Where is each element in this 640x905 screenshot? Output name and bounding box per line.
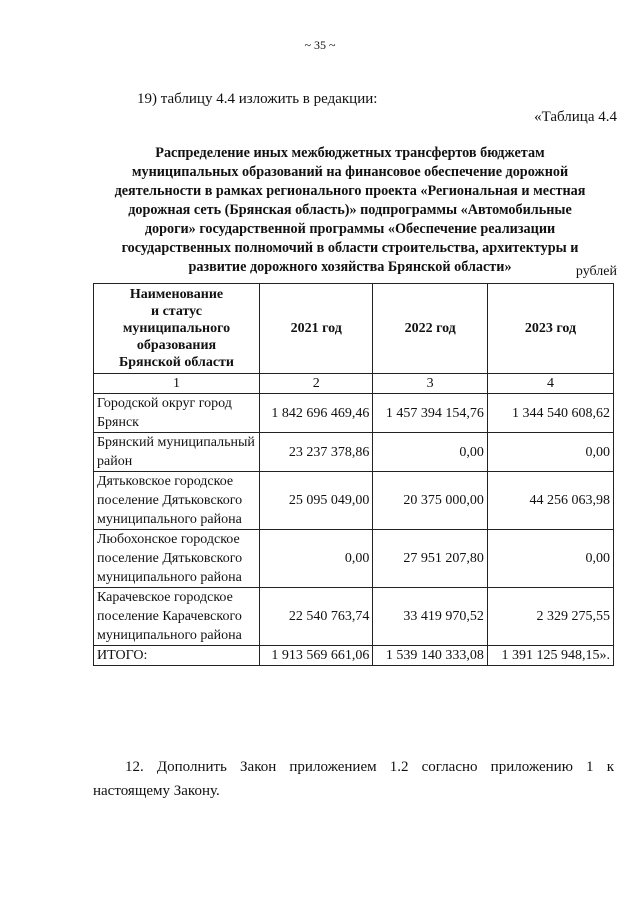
table-heading — [76, 144, 624, 277]
table-row — [94, 394, 614, 433]
header-name-line: образования — [136, 338, 217, 353]
row-value-2022: 0,00 — [373, 433, 488, 472]
heading-line: деятельности в рамках регионального проекта «Региональная и местная — [114, 183, 586, 199]
column-number: 3 — [373, 374, 488, 394]
row-value-2021: 22 540 763,74 — [259, 588, 372, 646]
row-value-2021: 0,00 — [259, 530, 372, 588]
row-value-2023: 1 344 540 608,62 — [487, 394, 613, 433]
row-name: Брянский муниципальный район — [94, 433, 260, 472]
row-name: Городской округ город Брянск — [94, 394, 260, 433]
header-name-line: Наименование — [129, 287, 224, 302]
column-number: 2 — [259, 374, 372, 394]
table-row — [94, 588, 614, 646]
heading-line: развитие дорожного хозяйства Брянской области» — [188, 259, 512, 275]
heading-line: Распределение иных межбюджетных трансфертов бюджетам — [155, 145, 545, 161]
units-label: рублей — [575, 264, 617, 279]
transfers-table — [93, 283, 614, 666]
header-name-line: и статус — [151, 304, 202, 319]
total-label: ИТОГО: — [94, 646, 260, 666]
row-value-2023: 2 329 275,55 — [487, 588, 613, 646]
table-row — [94, 472, 614, 530]
table-row — [94, 530, 614, 588]
row-value-2022: 27 951 207,80 — [373, 530, 488, 588]
header-name-line: Брянской области — [118, 355, 234, 370]
paragraph-12 — [93, 755, 614, 803]
row-value-2023: 0,00 — [487, 530, 613, 588]
row-value-2021: 25 095 049,00 — [259, 472, 372, 530]
header-2023: 2023 год — [487, 284, 613, 374]
total-row — [94, 646, 614, 666]
header-name-line: муниципального — [122, 321, 231, 336]
column-number: 4 — [487, 374, 613, 394]
total-2023: 1 391 125 948,15». — [487, 646, 613, 666]
row-value-2021: 23 237 378,86 — [259, 433, 372, 472]
header-name-cell — [94, 284, 260, 374]
paragraph-12-line-2: настоящему Закону. — [93, 783, 220, 799]
heading-line: государственных полномочий в области строительства, архитектуры и — [121, 240, 579, 256]
header-2021: 2021 год — [259, 284, 372, 374]
paragraph-12-line-1: 12. Дополнить Закон приложением 1.2 согласно приложению 1 к — [125, 759, 614, 775]
heading-line: дороги» государственной программы «Обеспечение реализации — [144, 221, 556, 237]
total-2021: 1 913 569 661,06 — [259, 646, 372, 666]
row-value-2022: 20 375 000,00 — [373, 472, 488, 530]
row-value-2022: 1 457 394 154,76 — [373, 394, 488, 433]
column-numbers-row — [94, 374, 614, 394]
header-2022: 2022 год — [373, 284, 488, 374]
total-2022: 1 539 140 333,08 — [373, 646, 488, 666]
table-header-row — [94, 284, 614, 374]
heading-line: муниципальных образований на финансовое обеспечение дорожной — [131, 164, 569, 180]
row-value-2023: 0,00 — [487, 433, 613, 472]
row-value-2022: 33 419 970,52 — [373, 588, 488, 646]
page-number: ~ 35 ~ — [304, 38, 336, 52]
row-name: Дятьковское городское поселение Дятьковского муниципального района — [94, 472, 260, 530]
table-row — [94, 433, 614, 472]
row-value-2023: 44 256 063,98 — [487, 472, 613, 530]
row-value-2021: 1 842 696 469,46 — [259, 394, 372, 433]
column-number: 1 — [94, 374, 260, 394]
table-label: «Таблица 4.4 — [534, 109, 617, 125]
heading-line: дорожная сеть (Брянская область)» подпрограммы «Автомобильные — [128, 202, 572, 218]
row-name: Любохонское городское поселение Дятьковского муниципального района — [94, 530, 260, 588]
item-19-text: 19) таблицу 4.4 изложить в редакции: — [137, 91, 378, 107]
row-name: Карачевское городское поселение Карачевского муниципального района — [94, 588, 260, 646]
